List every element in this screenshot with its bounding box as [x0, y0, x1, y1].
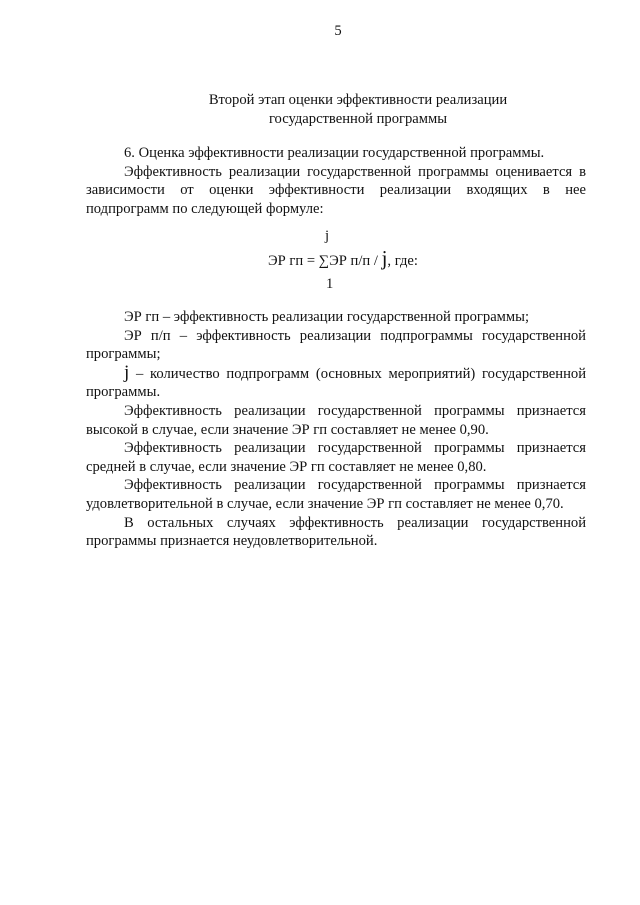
formula-lhs: ЭР гп =: [268, 253, 319, 269]
definition-j-text: – количество подпрограмм (основных мероприятий) государственной программы.: [86, 365, 586, 401]
criterion-other: В остальных случаях эффективность реализации государственной программы признается неудовлетворительной.: [86, 514, 586, 550]
formula-term: ЭР п/п /: [329, 253, 382, 269]
definition-er-pp: ЭР п/п – эффективность реализации подпрограммы государственной программы;: [86, 327, 586, 363]
formula-divisor: j: [381, 246, 388, 270]
sum-lower-limit: 1: [326, 276, 334, 292]
intro-block: [86, 144, 586, 218]
formula-expression: [268, 246, 418, 271]
sum-upper-limit: j: [325, 228, 330, 244]
definition-j: [86, 361, 586, 402]
sum-symbol: ∑: [318, 253, 330, 269]
criterion-satisfactory: Эффективность реализации государственной программы признается удовлетворительной в случае, если значение ЭР гп составляет не менее 0,70.: [86, 477, 586, 512]
section-heading: [120, 91, 596, 129]
heading-line-1: Второй этап оценки эффективности реализации: [208, 92, 508, 108]
intro-paragraph: Эффективность реализации государственной программы оценивается в зависимости от оценки эффективности реализации входящих в нее подпрограмм по следующей формуле:: [86, 163, 586, 217]
section-title: 6. Оценка эффективности реализации государственной программы.: [124, 145, 545, 161]
j-symbol: j: [124, 361, 130, 383]
page-number: 5: [334, 23, 342, 39]
criterion-high: Эффективность реализации государственной программы признается высокой в случае, если значение ЭР гп составляет не менее 0,90.: [86, 402, 586, 438]
formula-tail: , где:: [387, 253, 418, 269]
definition-er-gp: ЭР гп – эффективность реализации государственной программы;: [124, 309, 529, 325]
definitions-block: [86, 308, 586, 551]
criterion-medium: Эффективность реализации государственной программы признается средней в случае, если значение ЭР гп составляет не менее 0,80.: [86, 440, 586, 475]
heading-line-2: государственной программы: [268, 111, 448, 127]
efficiency-formula: [268, 227, 488, 293]
